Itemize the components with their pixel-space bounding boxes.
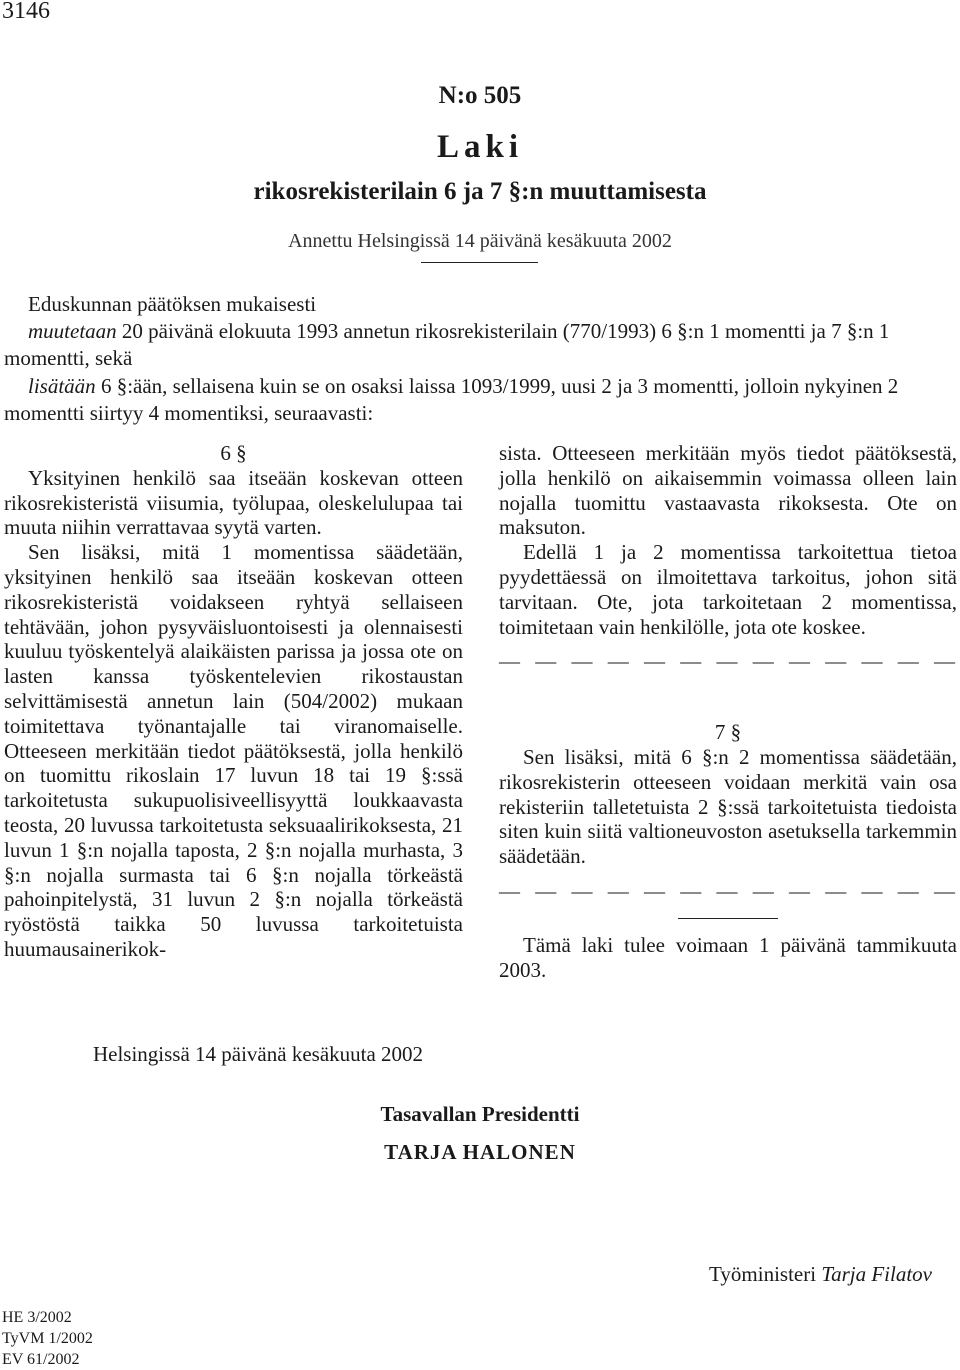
- law-title: Laki: [436, 129, 524, 165]
- section-6-paragraph-1: Yksityinen henkilö saa itseään koskevan otteen rikosrekisteristä viisumia, työlupaa, oleskelulupaa tai muuta niihin verrattavaa syytä varten.: [4, 465, 463, 540]
- preamble-line: Eduskunnan päätöksen mukaisesti: [28, 292, 317, 316]
- statute-number: N:o 505: [438, 82, 522, 109]
- minister-name: Tarja Filatov: [821, 1262, 932, 1286]
- preamble-amend: [4, 318, 956, 372]
- entry-into-force: Tämä laki tulee voimaan 1 päivänä tammikuuta 2003.: [499, 932, 957, 982]
- reference-item: TyVM 1/2002: [2, 1330, 93, 1347]
- amend-keyword: muutetaan: [28, 319, 117, 344]
- minister-title: Työministeri: [709, 1262, 817, 1286]
- page-number: 3146: [2, 0, 50, 24]
- preamble-add: [4, 373, 956, 427]
- section-6-heading: 6 §: [220, 441, 247, 465]
- amend-text: 20 päivänä elokuuta 1993 annetun rikosrekisterilain (770/1993) 6 §:n 1 momentti ja 7 §:n 1 momentti, sekä: [4, 319, 890, 371]
- preamble: [4, 291, 956, 427]
- law-subtitle: rikosrekisterilain 6 ja 7 §:n muuttamisesta: [253, 178, 707, 205]
- left-column: [4, 441, 463, 962]
- president-name: TARJA HALONEN: [384, 1140, 576, 1164]
- section-6-omission-dashes: — — — — — — — — — — — — —: [499, 649, 957, 674]
- president-title: Tasavallan Presidentti: [380, 1102, 580, 1126]
- add-text: 6 §:ään, sellaisena kuin se on osaksi laissa 1093/1999, uusi 2 ja 3 momentti, jolloin nykyinen 2 momentti siirtyy 4 momentiksi, seuraavasti:: [4, 373, 899, 425]
- section-6-paragraph-3: Edellä 1 ja 2 momentissa tarkoitettua tietoa pyydettäessä on ilmoitettava tarkoitus, johon sitä tarvitaan. Ote, jota tarkoitetaan 2 momentissa, toimitetaan vain henkilölle, jota ote koskee.: [499, 540, 957, 639]
- header-divider: [421, 262, 538, 263]
- reference-item: HE 3/2002: [2, 1309, 72, 1326]
- section-6-paragraph-2: Sen lisäksi, mitä 1 momentissa säädetään, yksityinen henkilö saa itseään koskevan otteen rikosrekisteristä voidakseen ryhtyä sellaiseen tehtävään, johon pysyväisluontoisesti ja olennaisesti kuuluu työskentelyä alaikäisten parissa ja jossa ote on lasten kanssa työskentelevien rikostaustan selvittämisestä annetun lain (504/2002) mukaan toimitettava työnantajalle tai viranomaiselle. Otteeseen merkitään tiedot päätöksestä, jolla henkilö on tuomittu rikoslain 17 luvun 18 tai 19 §:ssä tarkoitetusta sukupuolisiveellisyyttä loukkaavasta teosta, 20 luvussa tarkoitetusta seksuaalirikoksesta, 21 luvun 1 §:n nojalla taposta, 2 §:n nojalla murhasta, 3 §:n nojalla surmasta tai 6 §:n nojalla törkeästä pahoinpitelystä, 31 luvun 2 §:n nojalla törkeästä ryöstöstä taikka 50 luvussa tarkoitetuista huumausainerikok-: [4, 540, 463, 961]
- minister-signature: [709, 1262, 932, 1287]
- section-divider: [678, 918, 778, 919]
- legislative-references: [2, 1307, 93, 1370]
- section-6-paragraph-2-continued: sista. Otteeseen merkitään myös tiedot päätöksestä, jolla henkilö on aikaisemmin voimassa olleen lain nojalla tuomittu vastaavasta rikoksesta. Ote on maksuton.: [499, 441, 957, 540]
- section-7-omission-dashes: — — — — — — — — — — — — —: [499, 878, 957, 903]
- signing-place-date: Helsingissä 14 päivänä kesäkuuta 2002: [92, 1042, 424, 1066]
- given-date: Annettu Helsingissä 14 päivänä kesäkuuta 2002: [288, 230, 672, 252]
- reference-item: EV 61/2002: [2, 1351, 80, 1368]
- add-keyword: lisätään: [28, 373, 96, 398]
- section-7-heading: 7 §: [714, 720, 742, 745]
- right-column: [499, 441, 957, 982]
- section-7-paragraph-1: Sen lisäksi, mitä 6 §:n 2 momentissa säädetään, rikosrekisterin otteeseen voidaan merkitä vain osa rekisteriin talletetuista 2 §:ssä tarkoitetuista tiedoista siten kuin siitä valtioneuvoston asetuksella tarkemmin säädetään.: [499, 744, 957, 869]
